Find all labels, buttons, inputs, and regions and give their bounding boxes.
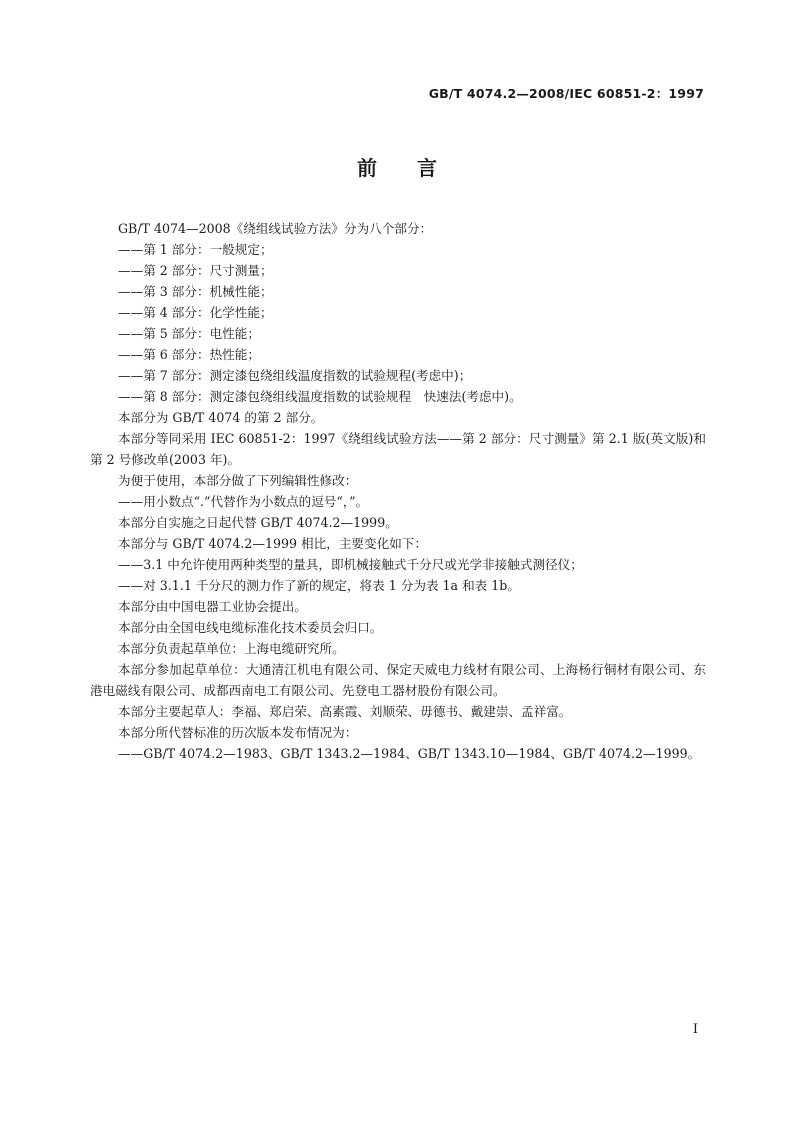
list-item-history: ——GB/T 4074.2—1983、GB/T 1343.2—1984、GB/T 1343.10—1984、GB/T 4074.2—1999。 [118,746,701,761]
list-item-change-1: ——3.1 中允许使用两种类型的量具，即机械接触式千分尺或光学非接触式测径仪； [118,557,583,572]
list-item-part-6: ——第 6 部分：热性能； [118,347,260,362]
title-char-1: 前 [357,156,377,180]
paragraph-part-statement: 本部分为 GB/T 4074 的第 2 部分。 [118,410,324,425]
page-number: I [692,1022,698,1037]
list-item-part-3: ——第 3 部分：机械性能； [118,284,273,299]
paragraph-participating-units: 本部分参加起草单位：大通清江机电有限公司、保定天威电力线材有限公司、上海杨行铜材有限公司、东港电磁线有限公司、成都西南电工有限公司、先登电工器材股份有限公司。 [90,662,706,698]
document-body [90,218,706,764]
paragraph-editorial-intro: 为便于使用，本部分做了下列编辑性修改： [118,473,358,488]
list-item-part-5: ——第 5 部分：电性能； [118,326,260,341]
paragraph-adoption: 本部分等同采用 IEC 60851-2：1997《绕组线试验方法——第 2 部分：尺寸测量》第 2.1 版(英文版)和第 2 号修改单(2003 年)。 [90,431,706,467]
list-item-part-4: ——第 4 部分：化学性能； [118,305,273,320]
standard-code-header: GB/T 4074.2—2008/IEC 60851-2：1997 [428,86,704,101]
paragraph-drafters: 本部分主要起草人：李福、郑启荣、高素霞、刘顺荣、毋德书、戴建崇、孟祥富。 [118,704,572,719]
paragraph-administered-by: 本部分由全国电线电缆标准化技术委员会归口。 [118,620,383,635]
list-item-part-7: ——第 7 部分：测定漆包绕组线温度指数的试验规程(考虑中)； [118,368,472,383]
paragraph-history-intro: 本部分所代替标准的历次版本发布情况为： [118,725,358,740]
title-char-2: 言 [417,156,437,180]
list-item-editorial-change: ——用小数点“.”代替作为小数点的逗号“，”。 [118,494,369,509]
paragraph-proposed-by: 本部分由中国电器工业协会提出。 [118,599,307,614]
paragraph-intro: GB/T 4074—2008《绕组线试验方法》分为八个部分： [118,221,433,236]
page-title [0,152,794,181]
list-item-part-8: ——第 8 部分：测定漆包绕组线温度指数的试验规程 快速法(考虑中)。 [118,389,522,404]
list-item-part-2: ——第 2 部分：尺寸测量； [118,263,273,278]
list-item-change-2: ——对 3.1.1 千分尺的测力作了新的规定，将表 1 分为表 1a 和表 1b。 [118,578,520,593]
paragraph-drafting-unit: 本部分负责起草单位：上海电缆研究所。 [118,641,345,656]
paragraph-replaces: 本部分自实施之日起代替 GB/T 4074.2—1999。 [118,515,398,530]
list-item-part-1: ——第 1 部分：一般规定； [118,242,273,257]
paragraph-changes-intro: 本部分与 GB/T 4074.2—1999 相比，主要变化如下： [118,536,427,551]
